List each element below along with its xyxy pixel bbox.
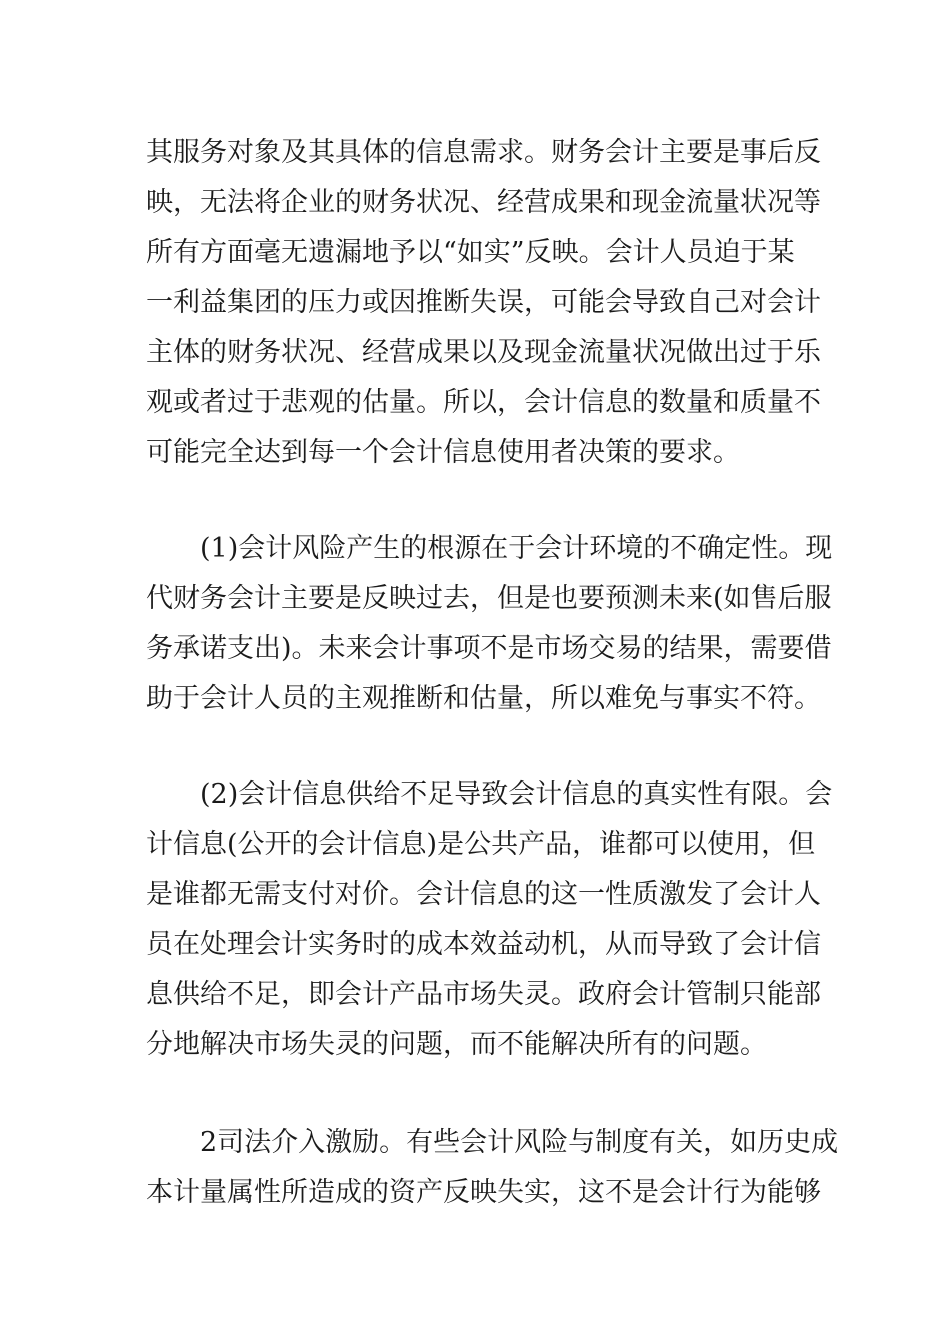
paragraph-line: 助于会计人员的主观推断和估量，所以难免与事实不符。 [146,683,821,714]
paragraph-line: 员在处理会计实务时的成本效益动机，从而导致了会计信 [146,929,821,960]
paragraph-line: 务承诺支出)。未来会计事项不是市场交易的结果，需要借 [146,633,832,664]
paragraph-line: 其服务对象及其具体的信息需求。财务会计主要是事后反 [146,137,821,168]
paragraph-line: (2)会计信息供给不足导致会计信息的真实性有限。会 [200,779,833,810]
paragraph-line: 本计量属性所造成的资产反映失实，这不是会计行为能够 [146,1177,821,1208]
paragraph-line: 映，无法将企业的财务状况、经营成果和现金流量状况等 [146,187,821,218]
paragraph-line: 观或者过于悲观的估量。所以，会计信息的数量和质量不 [146,387,821,418]
paragraph-2 [146,524,833,724]
paragraph-line: (1)会计风险产生的根源在于会计环境的不确定性。现 [200,533,833,564]
paragraph-line: 分地解决市场失灵的问题，而不能解决所有的问题。 [146,1029,767,1060]
paragraph-line: 息供给不足，即会计产品市场失灵。政府会计管制只能部 [146,979,821,1010]
paragraph-line: 一利益集团的压力或因推断失误，可能会导致自己对会计 [146,287,821,318]
paragraph-line: 计信息(公开的会计信息)是公共产品，谁都可以使用，但 [146,829,816,860]
paragraph-line: 2司法介入激励。有些会计风险与制度有关，如历史成 [200,1127,839,1158]
paragraph-line: 主体的财务状况、经营成果以及现金流量状况做出过于乐 [146,337,821,368]
paragraph-line: 是谁都无需支付对价。会计信息的这一性质激发了会计人 [146,879,821,910]
paragraph-line: 可能完全达到每一个会计信息使用者决策的要求。 [146,437,740,468]
paragraph-1 [146,128,821,478]
paragraph-3 [146,770,833,1070]
paragraph-line: 代财务会计主要是反映过去，但是也要预测未来(如售后服 [146,583,832,614]
paragraph-4 [146,1118,839,1218]
paragraph-line: 所有方面毫无遗漏地予以“如实”反映。会计人员迫于某 [146,237,795,268]
